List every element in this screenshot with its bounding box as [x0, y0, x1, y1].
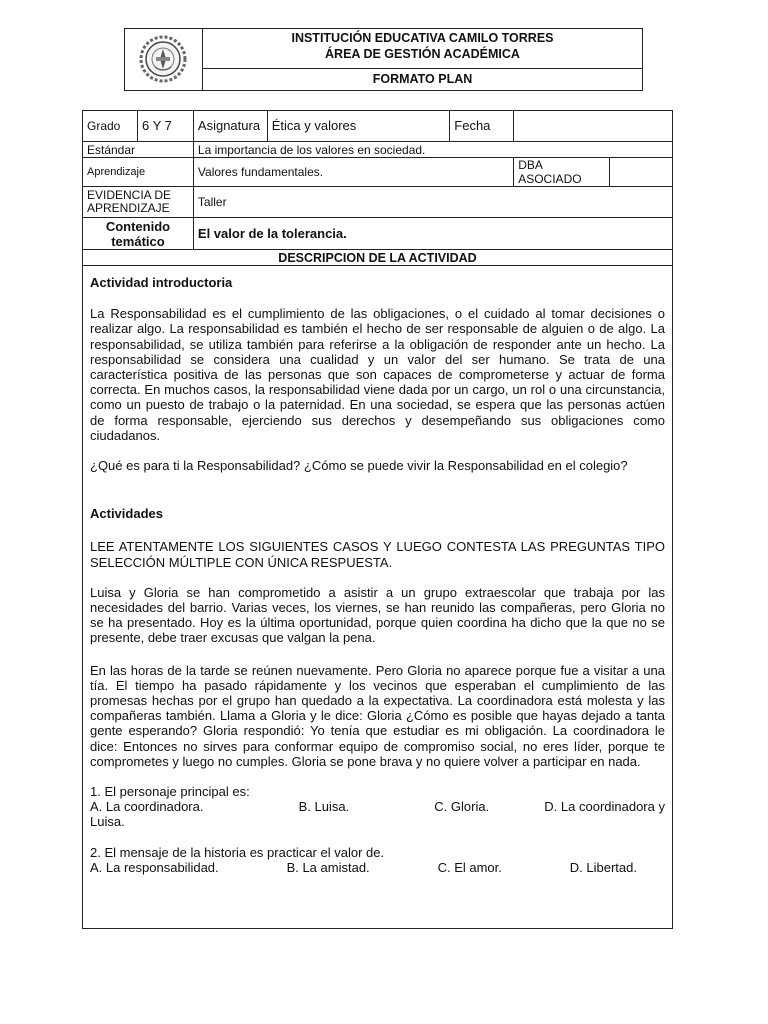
aprendizaje-label: Aprendizaje	[83, 158, 194, 187]
plan-info-table	[82, 110, 673, 266]
q1-option-c: C. Gloria.	[434, 799, 490, 815]
q1-option-d-continued: Luisa.	[90, 814, 125, 830]
q1-option-a: A. La coordinadora.	[90, 799, 204, 815]
story-paragraph-2: En las horas de la tarde se reúnen nuevamente. Pero Gloria no aparece porque fue a visitar a una tía. El tiempo ha pasado rápidamente y los vecinos que esperaban el cumplimiento de las promesas hechas por el grupo han quedado a la expectativa. La coordinadora está molesta y las compañeras también. Llama a Gloria y le dice: Gloria ¿Cómo es posible que hayas dejado a tanta gente esperando? Gloria respondió: Yo tenía que estudiar es mi obligación. La coordinadora le dice: Entonces no sirves para conformar equipo de compromiso social, no eres líder, porque te comprometes y luego no cumples. Gloria se pone brava y no quiere volver a participar en nada.	[90, 662, 665, 769]
evidencia-value: Taller	[193, 187, 672, 218]
institution-logo	[125, 29, 203, 90]
question-1-options	[90, 799, 665, 814]
dba-value	[610, 158, 673, 187]
area-name: ÁREA DE GESTIÓN ACADÉMICA	[203, 46, 642, 69]
activity-description	[82, 258, 673, 929]
aprendizaje-value: Valores fundamentales.	[193, 158, 513, 187]
institution-name: INSTITUCIÓN EDUCATIVA CAMILO TORRES	[291, 31, 554, 45]
evidencia-label: EVIDENCIA DE APRENDIZAJE	[83, 187, 194, 218]
question-2	[90, 845, 665, 875]
intro-heading: Actividad introductoria	[90, 275, 233, 290]
story-paragraph-1: Luisa y Gloria se han comprometido a asistir a un grupo extraescolar que trabaja por las necesidades del barrio. Varias veces, los viernes, se han reunido las compañeras, pero Gloria no se ha presentado. Hoy es la última oportunidad, porque quien coordina ha dicho que la que no se presente, debe traer excusas que valgan la pena.	[90, 584, 665, 646]
seal-icon	[125, 29, 202, 90]
grado-value: 6 Y 7	[137, 111, 193, 142]
grado-label: Grado	[83, 111, 138, 142]
intro-question: ¿Qué es para ti la Responsabilidad? ¿Cómo se puede vivir la Responsabilidad en el colegio?	[90, 458, 628, 474]
intro-paragraph: La Responsabilidad es el cumplimiento de las obligaciones, o el cuidado al tomar decisiones o realizar algo. La responsabilidad es también el hecho de ser responsable de alguien o de algo. La responsabilidad, se utiliza también para referirse a la obligación de responder ante un hecho. La responsabilidad se considera una cualidad y un valor del ser humano. Se trata de una característica positiva de las personas que son capaces de comprometerse y actuar de forma correcta. En muchos casos, la responsabilidad viene dada por un cargo, un rol o una circunstancia, como un puesto de trabajo o la paternidad. En una sociedad, se espera que las personas actúen de forma responsable, ejerciendo sus derechos y desempeñando sus obligaciones como ciudadanos.	[90, 306, 665, 443]
fecha-value	[514, 111, 673, 142]
contenido-value: El valor de la tolerancia.	[193, 218, 672, 250]
fecha-label: Fecha	[450, 111, 514, 142]
document-header	[124, 28, 643, 91]
dba-label: DBA ASOCIADO	[514, 158, 610, 187]
q2-option-a: A. La responsabilidad.	[90, 859, 219, 875]
q2-option-d: D. Libertad.	[569, 859, 637, 875]
question-2-options	[90, 860, 665, 875]
question-1	[90, 784, 665, 830]
instructions: LEE ATENTAMENTE LOS SIGUIENTES CASOS Y LUEGO CONTESTA LAS PREGUNTAS TIPO SELECCIÓN MÚLTIPLE CON ÚNICA RESPUESTA.	[90, 539, 665, 570]
estandar-value: La importancia de los valores en sociedad.	[193, 142, 672, 158]
contenido-label: Contenido temático	[83, 218, 194, 250]
question-1-text: 1. El personaje principal es:	[90, 784, 250, 800]
activities-heading: Actividades	[90, 506, 163, 522]
format-title: FORMATO PLAN	[372, 72, 473, 86]
q1-option-b: B. Luisa.	[298, 799, 350, 815]
descripcion-header: DESCRIPCION DE LA ACTIVIDAD	[83, 250, 673, 266]
estandar-label: Estándar	[83, 142, 194, 158]
q1-option-d: D. La coordinadora y	[544, 799, 665, 815]
q2-option-c: C. El amor.	[437, 859, 502, 875]
question-2-text: 2. El mensaje de la historia es practicar el valor de.	[90, 844, 385, 860]
asignatura-label: Asignatura	[193, 111, 267, 142]
asignatura-value: Ética y valores	[267, 111, 450, 142]
q2-option-b: B. La amistad.	[286, 859, 370, 875]
